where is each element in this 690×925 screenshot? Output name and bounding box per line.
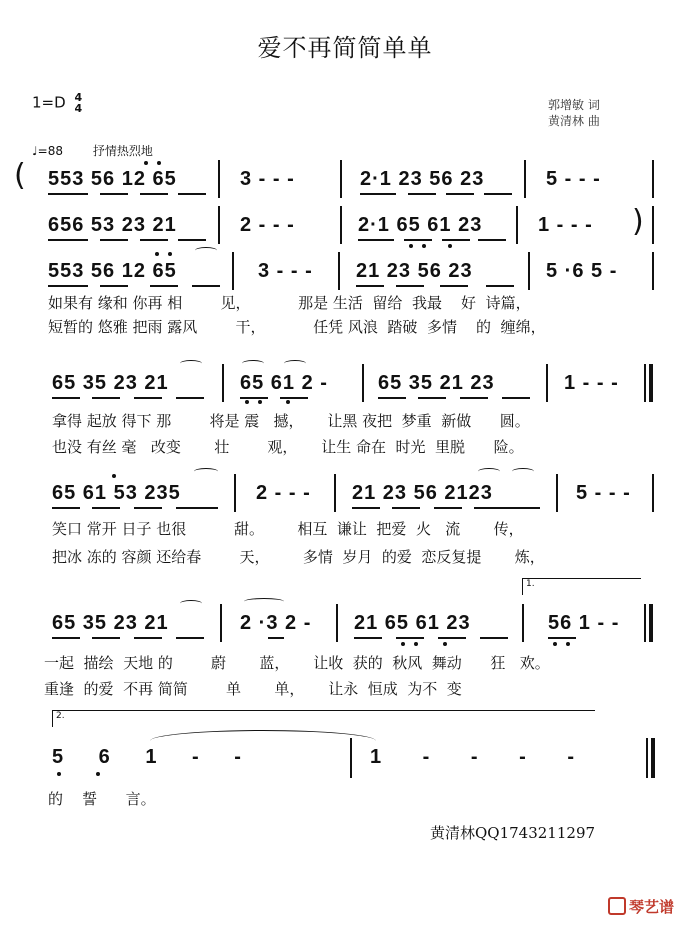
slur: [512, 468, 534, 475]
barline: [652, 474, 654, 512]
beam-underline: [378, 397, 406, 399]
measure: 5 6 1 - -: [52, 746, 242, 768]
measure: 2 ·3 2 -: [240, 612, 312, 634]
low-octave-dot: [422, 244, 426, 248]
barline: [546, 364, 548, 402]
beam-underline: [280, 397, 308, 399]
repeat-open-paren: (: [14, 158, 26, 193]
beam-underline: [418, 397, 446, 399]
slur: [194, 468, 218, 475]
measure: 65 35 23 21: [52, 612, 169, 634]
beam-underline: [474, 507, 540, 509]
high-octave-dot: [144, 161, 148, 165]
repeat-close-paren: ): [632, 204, 644, 239]
lyrics-verse-1: 如果有 缘和 你再 相 见， 那是 生活 留给 我最 好 诗篇，: [48, 294, 531, 312]
low-octave-dot: [245, 400, 249, 404]
measure: 56 1 - -: [548, 612, 620, 634]
volta-number: 1.: [526, 579, 535, 589]
key-label: 1=D: [32, 93, 66, 112]
lyrics-verse-1: 笑口 常开 日子 也很 甜。 相互 谦让 把爱 火 流 传，: [52, 520, 524, 538]
barline: [644, 604, 646, 642]
page-title: 爱不再简简单单: [257, 34, 433, 62]
measure: 21 23 56 2123: [352, 482, 493, 504]
barline: [334, 474, 336, 512]
beam-underline: [176, 637, 204, 639]
beam-underline: [140, 239, 168, 241]
beam-underline: [134, 507, 162, 509]
slur: [242, 360, 264, 367]
barline: [652, 206, 654, 244]
barline: [646, 738, 648, 778]
lyrics-verse-1: 的 誓 言。: [48, 790, 156, 808]
beam-underline: [92, 397, 120, 399]
slur: [284, 360, 306, 367]
beam-underline: [178, 239, 206, 241]
final-barline: [651, 738, 655, 778]
slur: [244, 598, 284, 605]
slur: [478, 468, 500, 475]
low-octave-dot: [566, 642, 570, 646]
barline: [234, 474, 236, 512]
barline: [232, 252, 234, 290]
barline: [336, 604, 338, 642]
beam-underline: [176, 397, 204, 399]
lyrics-verse-2: 把冰 冻的 容颜 还给春 天， 多情 岁月 的爱 恋反复提 炼，: [52, 548, 545, 566]
low-octave-dot: [448, 244, 452, 248]
measure: 65 61 53 235: [52, 482, 181, 504]
low-octave-dot: [401, 642, 405, 646]
end-repeat-barline: [649, 364, 653, 402]
barline: [222, 364, 224, 402]
tie: [150, 730, 376, 741]
barline: [524, 160, 526, 198]
beam-underline: [92, 637, 120, 639]
slur: [180, 600, 202, 607]
measure: 2 - - -: [240, 214, 295, 236]
beam-underline: [100, 193, 128, 195]
time-signature: [74, 92, 82, 114]
beam-underline: [404, 239, 432, 241]
barline: [556, 474, 558, 512]
beam-underline: [176, 507, 218, 509]
high-octave-dot: [157, 161, 161, 165]
beam-underline: [442, 239, 470, 241]
beam-underline: [360, 193, 396, 195]
low-octave-dot: [258, 400, 262, 404]
barline: [340, 160, 342, 198]
low-octave-dot: [409, 244, 413, 248]
beam-underline: [52, 397, 80, 399]
slur: [195, 247, 217, 254]
beam-underline: [358, 239, 394, 241]
low-octave-dot: [96, 772, 100, 776]
measure: 65 61 2 -: [240, 372, 328, 394]
beam-underline: [446, 193, 474, 195]
beam-underline: [52, 637, 80, 639]
beam-underline: [100, 285, 128, 287]
beam-underline: [478, 239, 506, 241]
beam-underline: [268, 637, 284, 639]
beam-underline: [52, 507, 80, 509]
beam-underline: [140, 193, 168, 195]
beam-underline: [486, 285, 514, 287]
time-signature-bottom: 4: [74, 102, 83, 115]
beam-underline: [480, 637, 508, 639]
barline: [522, 604, 524, 642]
beam-underline: [48, 285, 88, 287]
composer-credit: 黄清林 曲: [548, 114, 600, 128]
measure: 2 - - -: [256, 482, 311, 504]
tempo-value: ♩=88: [32, 144, 63, 158]
beam-underline: [396, 637, 424, 639]
measure: 5 ·6 5 -: [546, 260, 618, 282]
volta-number: 2.: [56, 711, 65, 721]
lyrics-verse-2: 重逢 的爱 不再 简简 单 单， 让永 恒成 为不 变: [44, 680, 462, 698]
measure: 3 - - -: [258, 260, 313, 282]
low-octave-dot: [414, 642, 418, 646]
measure: 2·1 23 56 23: [360, 168, 485, 190]
watermark-text: 琴艺谱: [629, 898, 675, 916]
measure: 656 53 23 21: [48, 214, 177, 236]
barline: [220, 604, 222, 642]
high-octave-dot: [112, 474, 116, 478]
barline: [652, 160, 654, 198]
barline: [350, 738, 352, 778]
beam-underline: [392, 507, 420, 509]
beam-underline: [150, 285, 178, 287]
barline: [652, 252, 654, 290]
measure: 65 35 21 23: [378, 372, 495, 394]
barline: [644, 364, 646, 402]
barline: [218, 160, 220, 198]
beam-underline: [548, 637, 576, 639]
measure: 1 - - - -: [370, 746, 575, 768]
arranger-signature: 黄清林QQ1743211297: [430, 824, 596, 842]
low-octave-dot: [57, 772, 61, 776]
measure: 65 35 23 21: [52, 372, 169, 394]
beam-underline: [434, 507, 462, 509]
time-signature-top: 4: [74, 91, 83, 104]
beam-underline: [356, 285, 384, 287]
barline: [516, 206, 518, 244]
low-octave-dot: [286, 400, 290, 404]
volta-first-ending: [522, 578, 641, 595]
measure: 3 - - -: [240, 168, 295, 190]
beam-underline: [352, 507, 380, 509]
lyrics-verse-1: 拿得 起放 得下 那 将是 震 撼， 让黑 夜把 梦重 新做 圆。: [52, 412, 530, 430]
beam-underline: [438, 637, 466, 639]
measure: 1 - - -: [564, 372, 619, 394]
beam-underline: [134, 637, 162, 639]
beam-underline: [100, 239, 128, 241]
beam-underline: [502, 397, 530, 399]
lyrics-verse-2: 短暂的 悠雅 把雨 露风 干， 任凭 风浪 踏破 多情 的 缠绵，: [48, 318, 546, 336]
measure: 1 - - -: [538, 214, 593, 236]
volta-second-ending: [52, 710, 595, 727]
beam-underline: [440, 285, 468, 287]
barline: [338, 252, 340, 290]
lyrics-verse-2: 也没 有丝 毫 改变 壮 观， 让生 命在 时光 里脱 险。: [52, 438, 524, 456]
beam-underline: [92, 507, 120, 509]
mood-marking: 抒情热烈地: [92, 144, 153, 158]
beam-underline: [192, 285, 220, 287]
barline: [362, 364, 364, 402]
lyricist-credit: 郭增敏 词: [548, 98, 600, 112]
low-octave-dot: [443, 642, 447, 646]
tempo-marking: [32, 142, 153, 159]
measure: 5 - - -: [546, 168, 601, 190]
lyrics-verse-1: 一起 描绘 天地 的 蔚 蓝， 让收 获的 秋风 舞动 狂 欢。: [44, 654, 550, 672]
low-octave-dot: [553, 642, 557, 646]
measure: 21 23 56 23: [356, 260, 473, 282]
measure: 21 65 61 23: [354, 612, 471, 634]
barline: [218, 206, 220, 244]
watermark-logo: [608, 896, 674, 917]
beam-underline: [240, 397, 268, 399]
high-octave-dot: [168, 252, 172, 256]
measure: 2·1 65 61 23: [358, 214, 483, 236]
measure: 553 56 12 65: [48, 260, 177, 282]
beam-underline: [178, 193, 206, 195]
high-octave-dot: [155, 252, 159, 256]
barline: [528, 252, 530, 290]
logo-icon: [608, 897, 626, 915]
end-repeat-barline: [649, 604, 653, 642]
beam-underline: [354, 637, 382, 639]
beam-underline: [396, 285, 424, 287]
beam-underline: [484, 193, 512, 195]
measure: 5 - - -: [576, 482, 631, 504]
measure: 553 56 12 65: [48, 168, 177, 190]
beam-underline: [48, 193, 88, 195]
barline: [340, 206, 342, 244]
beam-underline: [48, 239, 88, 241]
beam-underline: [134, 397, 162, 399]
beam-underline: [460, 397, 488, 399]
key-signature: [32, 92, 82, 114]
beam-underline: [408, 193, 436, 195]
slur: [180, 360, 202, 367]
